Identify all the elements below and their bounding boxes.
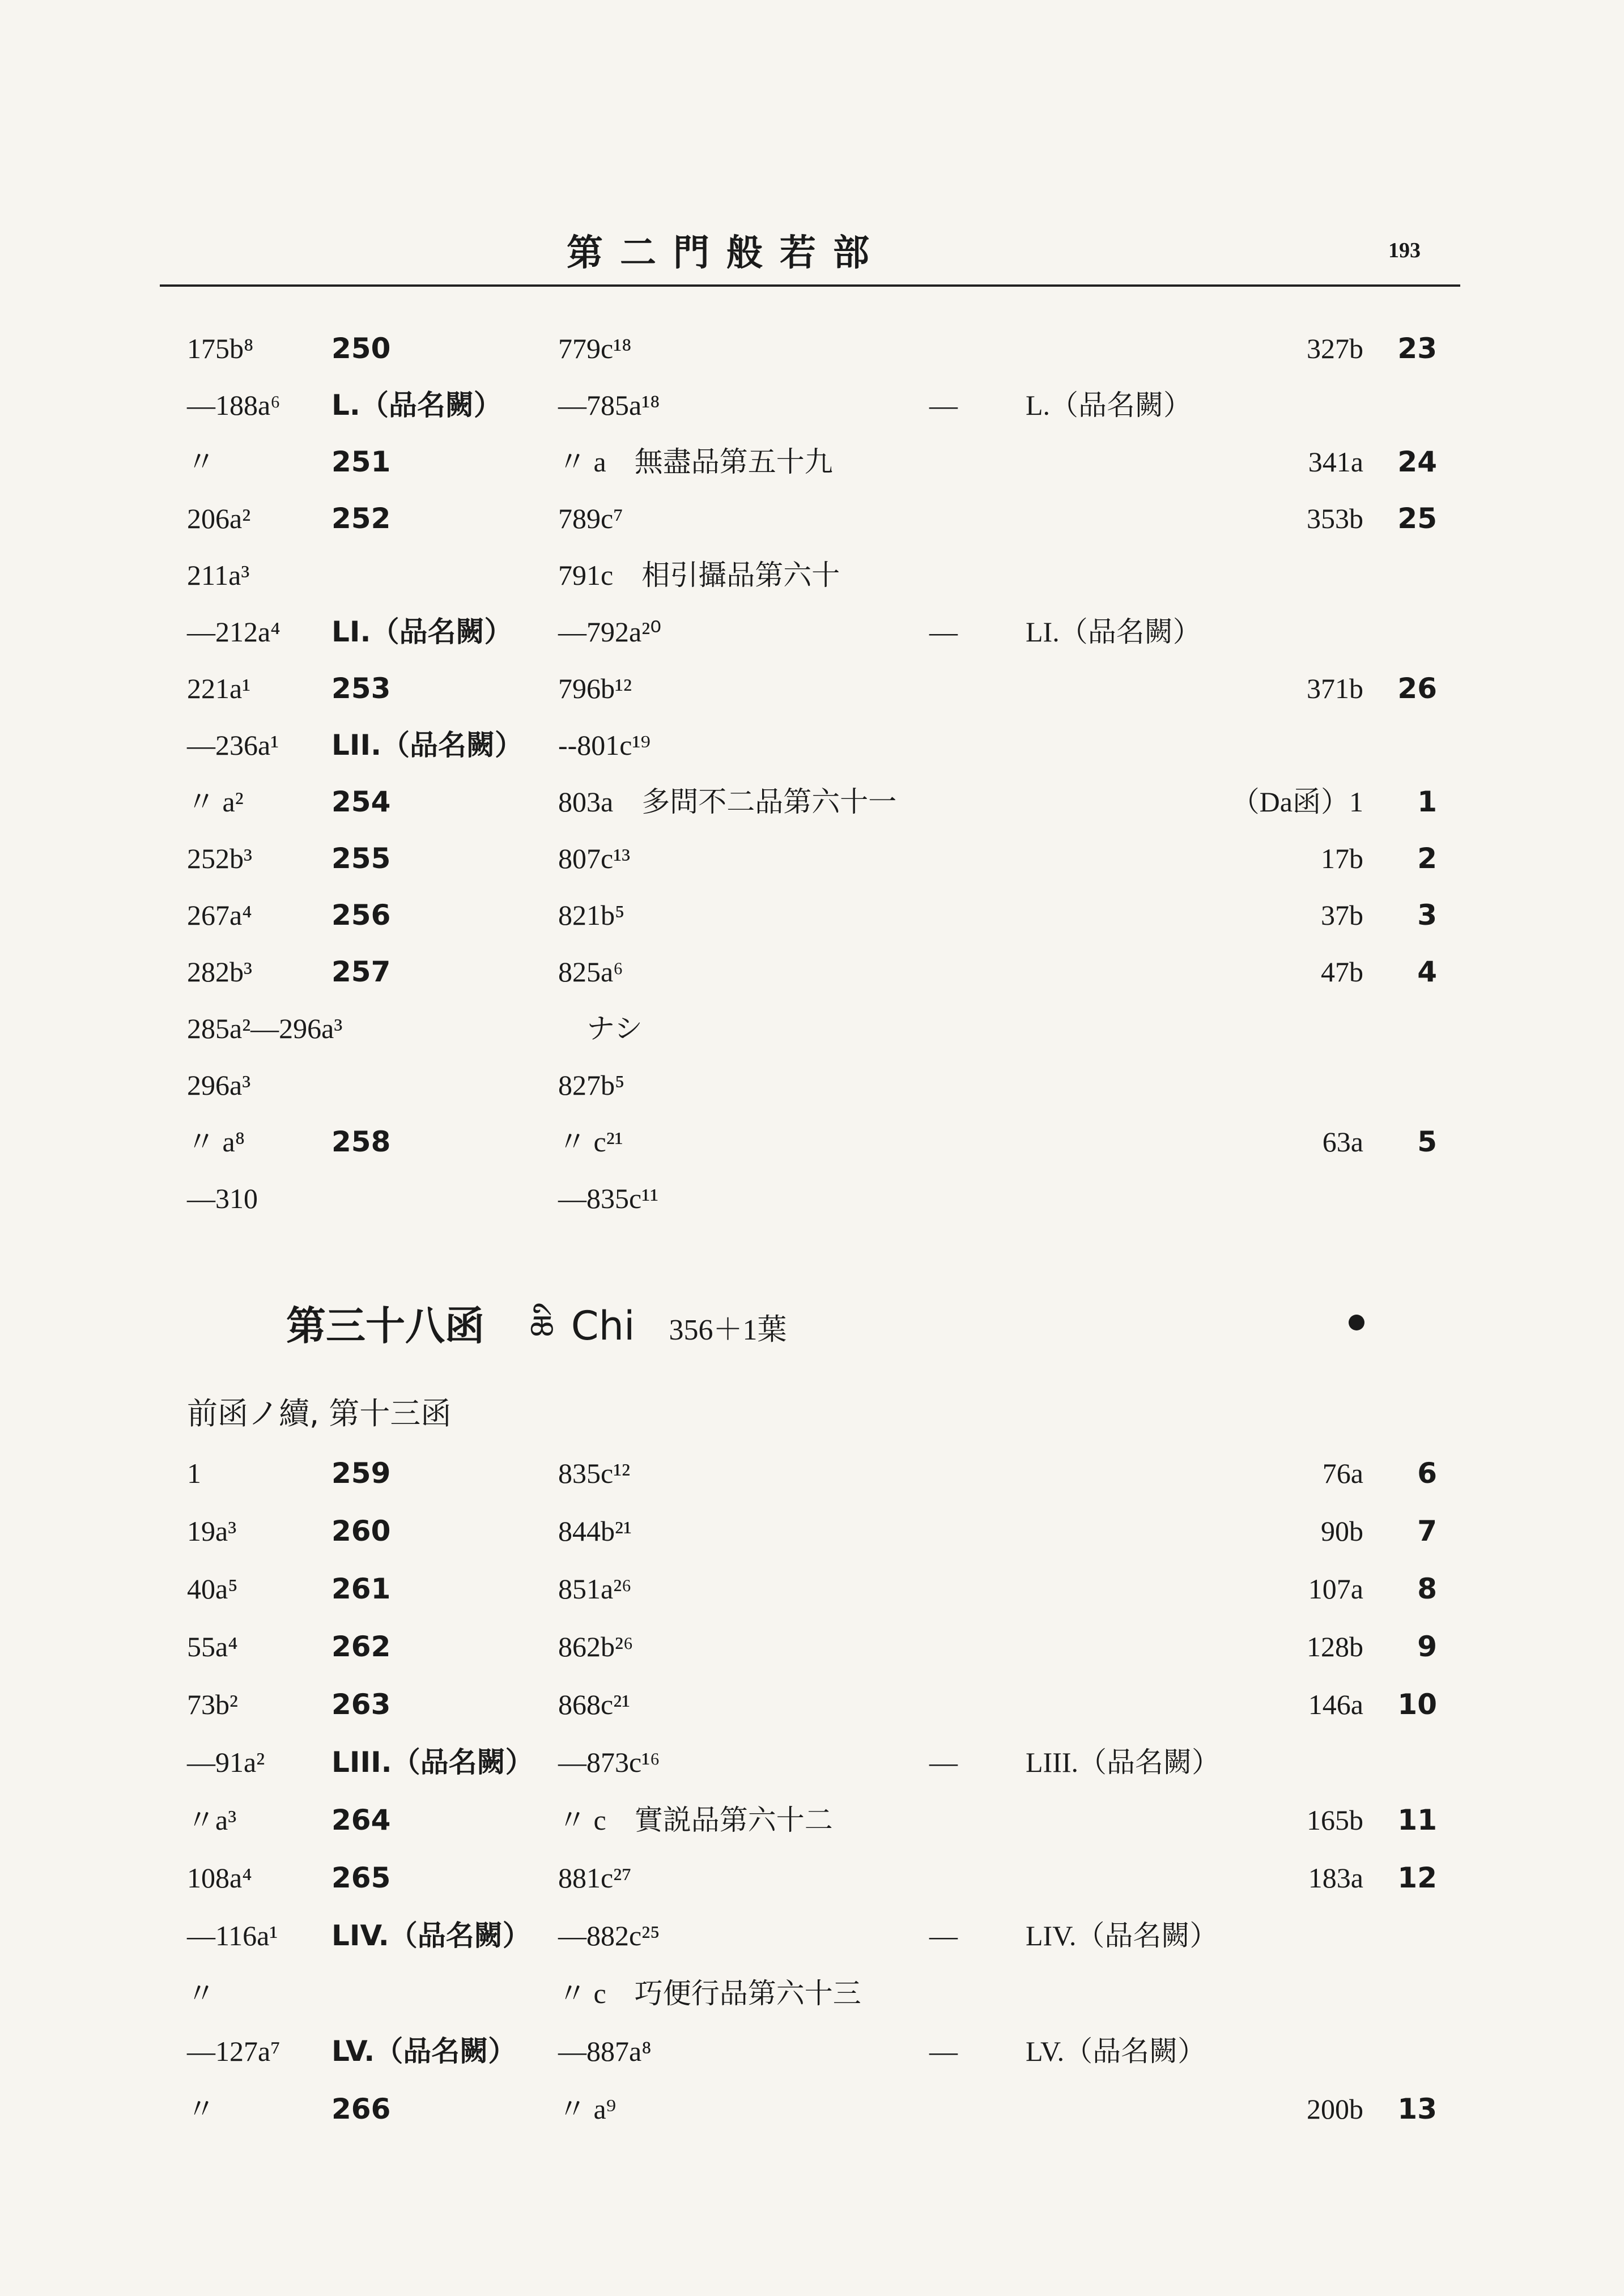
cell-c7: 6 bbox=[1417, 1457, 1437, 1490]
cell-c3: 〃 c²¹ bbox=[558, 1126, 623, 1158]
cell-c1: 282b³ bbox=[187, 956, 252, 988]
cell-c6: 165b bbox=[1307, 1804, 1363, 1836]
table-row bbox=[0, 836, 1624, 881]
cell-c1: —188a⁶ bbox=[187, 389, 280, 421]
cell-c7: 1 bbox=[1417, 785, 1437, 818]
table-row bbox=[0, 722, 1624, 768]
cell-c3: 881c²⁷ bbox=[558, 1862, 632, 1894]
cell-c7: 23 bbox=[1397, 332, 1437, 365]
table-row bbox=[0, 552, 1624, 598]
cell-c1: 108a⁴ bbox=[187, 1862, 252, 1894]
table-row bbox=[0, 382, 1624, 428]
table-row bbox=[0, 1740, 1624, 1785]
table-row bbox=[0, 1176, 1624, 1221]
cell-c3: 807c¹³ bbox=[558, 843, 631, 874]
cell-c6: 353b bbox=[1307, 503, 1363, 534]
cell-c3: —835c¹¹ bbox=[558, 1183, 659, 1214]
cell-c7: 7 bbox=[1417, 1515, 1437, 1547]
cell-c3: 791c 相引攝品第六十 bbox=[558, 559, 840, 591]
page-number: 193 bbox=[1388, 239, 1421, 262]
cell-c1: —236a¹ bbox=[187, 729, 279, 761]
cell-c4: — bbox=[929, 1746, 958, 1778]
table-row bbox=[0, 1971, 1624, 2016]
cell-c2: 259 bbox=[331, 1457, 391, 1490]
cell-c3: 〃 c 巧便行品第六十三 bbox=[558, 1978, 861, 2009]
cell-c3: 827b⁵ bbox=[558, 1069, 625, 1101]
cell-c2: 263 bbox=[331, 1688, 391, 1721]
cell-c4: — bbox=[929, 1920, 958, 1951]
cell-c3: 868c²¹ bbox=[558, 1689, 631, 1720]
table-row bbox=[0, 2086, 1624, 2132]
cell-c6: 200b bbox=[1307, 2093, 1363, 2125]
cell-c6: 90b bbox=[1321, 1515, 1363, 1547]
cell-c1: 285a²—296a³ bbox=[187, 1013, 343, 1044]
ink-dot bbox=[1349, 1315, 1364, 1330]
cell-c2: 261 bbox=[331, 1572, 391, 1605]
table-row bbox=[0, 1682, 1624, 1727]
cell-c2: LIV.（品名闕） bbox=[331, 1919, 531, 1952]
cell-c2: L.（品名闕） bbox=[331, 389, 502, 422]
cell-c6: 63a bbox=[1322, 1126, 1363, 1158]
table-row bbox=[0, 439, 1624, 484]
cell-c2: 255 bbox=[331, 842, 391, 875]
cell-c3: 〃 a⁹ bbox=[558, 2093, 617, 2125]
cell-c3: —887a⁸ bbox=[558, 2035, 652, 2067]
table-row bbox=[0, 326, 1624, 371]
cell-c1: —212a⁴ bbox=[187, 616, 280, 648]
table-row bbox=[0, 1797, 1624, 1843]
cell-c7: 25 bbox=[1397, 502, 1437, 535]
cell-c4: — bbox=[929, 616, 958, 648]
table-row bbox=[0, 892, 1624, 938]
cell-c3: 779c¹⁸ bbox=[558, 333, 632, 364]
cell-c1: 〃 bbox=[187, 446, 215, 478]
cell-c1: 296a³ bbox=[187, 1069, 251, 1101]
cell-c2: 260 bbox=[331, 1515, 391, 1547]
cell-c6: 146a bbox=[1308, 1689, 1363, 1720]
cell-c2: 253 bbox=[331, 672, 391, 705]
cell-c7: 10 bbox=[1397, 1688, 1437, 1721]
table-row bbox=[0, 1451, 1624, 1496]
cell-c4: — bbox=[929, 2035, 958, 2067]
cell-c3: ナシ bbox=[558, 1013, 643, 1044]
table-row bbox=[0, 1855, 1624, 1900]
table-row bbox=[0, 1006, 1624, 1051]
cell-c1: 206a² bbox=[187, 503, 251, 534]
table-row bbox=[0, 1624, 1624, 1669]
cell-c1: 252b³ bbox=[187, 843, 252, 874]
cell-c1: —116a¹ bbox=[187, 1920, 278, 1951]
cell-c3: —785a¹⁸ bbox=[558, 389, 660, 421]
table-row bbox=[0, 2029, 1624, 2074]
cell-c7: 26 bbox=[1397, 672, 1437, 705]
cell-c2: LI.（品名闕） bbox=[331, 615, 513, 648]
cell-c7: 11 bbox=[1397, 1804, 1437, 1836]
cell-c2: 266 bbox=[331, 2093, 391, 2125]
cell-c2: 262 bbox=[331, 1630, 391, 1663]
cell-c1: 19a³ bbox=[187, 1515, 237, 1547]
cell-c5: LIII.（品名闕） bbox=[1026, 1746, 1220, 1778]
cell-c6: 37b bbox=[1321, 899, 1363, 931]
cell-c6: 371b bbox=[1307, 673, 1363, 704]
tibetan-letter: ཆི bbox=[530, 1308, 554, 1348]
cell-c5: LIV.（品名闕） bbox=[1026, 1920, 1218, 1951]
cell-c3: 821b⁵ bbox=[558, 899, 625, 931]
cell-c1: 175b⁸ bbox=[187, 333, 254, 364]
cell-c6: 327b bbox=[1307, 333, 1363, 364]
table-row bbox=[0, 1508, 1624, 1554]
cell-c5: L.（品名闕） bbox=[1026, 389, 1192, 421]
header-rule bbox=[160, 284, 1460, 287]
cell-c3: 〃 c 實説品第六十二 bbox=[558, 1804, 833, 1836]
cell-c5: LI.（品名闕） bbox=[1026, 616, 1201, 648]
cell-c7: 3 bbox=[1417, 899, 1437, 932]
cell-c7: 8 bbox=[1417, 1572, 1437, 1605]
cell-c3: 〃 a 無盡品第五十九 bbox=[558, 446, 833, 478]
table-row bbox=[0, 1566, 1624, 1612]
table-row bbox=[0, 1062, 1624, 1108]
cell-c1: 40a⁵ bbox=[187, 1573, 238, 1605]
cell-c3: 844b²¹ bbox=[558, 1515, 632, 1547]
cell-c2: 252 bbox=[331, 502, 391, 535]
cell-c1: —310 bbox=[187, 1183, 258, 1214]
cell-c1: —91a² bbox=[187, 1746, 265, 1778]
table-row bbox=[0, 666, 1624, 711]
cell-c7: 4 bbox=[1417, 955, 1437, 988]
table-row bbox=[0, 779, 1624, 824]
section-roman: Chi bbox=[571, 1303, 635, 1349]
cell-c2: 264 bbox=[331, 1804, 391, 1836]
cell-c4: — bbox=[929, 389, 958, 421]
cell-c2: 256 bbox=[331, 899, 391, 932]
cell-c2: 258 bbox=[331, 1125, 391, 1158]
cell-c6: 107a bbox=[1308, 1573, 1363, 1605]
cell-c2: LIII.（品名闕） bbox=[331, 1746, 534, 1779]
cell-c2: 265 bbox=[331, 1861, 391, 1894]
cell-c7: 9 bbox=[1417, 1630, 1437, 1663]
cell-c6: 341a bbox=[1308, 446, 1363, 478]
leaf-count: 356＋1葉 bbox=[669, 1314, 787, 1346]
page-title: 第二門般若部 bbox=[567, 232, 886, 274]
cell-c2: LII.（品名闕） bbox=[331, 729, 524, 762]
cell-c1: 〃a³ bbox=[187, 1804, 237, 1836]
cell-c7: 24 bbox=[1397, 445, 1437, 478]
cell-c7: 5 bbox=[1417, 1125, 1437, 1158]
cell-c1: 211a³ bbox=[187, 559, 250, 591]
section-heading bbox=[286, 1298, 787, 1354]
cell-c2: 251 bbox=[331, 445, 391, 478]
cell-c1: —127a⁷ bbox=[187, 2035, 280, 2067]
section-title: 第三十八函 bbox=[286, 1303, 484, 1349]
cell-c1: 221a¹ bbox=[187, 673, 251, 704]
cell-c7: 2 bbox=[1417, 842, 1437, 875]
cell-c7: 13 bbox=[1397, 2093, 1437, 2125]
cell-c3: 789c⁷ bbox=[558, 503, 623, 534]
cell-c1: 267a⁴ bbox=[187, 899, 252, 931]
table-row bbox=[0, 609, 1624, 654]
table-row bbox=[0, 949, 1624, 994]
cell-c1: 1 bbox=[187, 1457, 201, 1489]
cell-c3: 862b²⁶ bbox=[558, 1631, 634, 1663]
cell-c2: 254 bbox=[331, 785, 391, 818]
cell-c1: 〃 a⁸ bbox=[187, 1126, 245, 1158]
cell-c6: 183a bbox=[1308, 1862, 1363, 1894]
cell-c3: —792a²⁰ bbox=[558, 616, 662, 648]
cell-c6: 17b bbox=[1321, 843, 1363, 874]
cell-c1: 73b² bbox=[187, 1689, 238, 1720]
table-row bbox=[0, 496, 1624, 541]
cell-c1: 〃 a² bbox=[187, 786, 244, 818]
continuation-note: 前函ノ續, 第十三函 bbox=[187, 1396, 452, 1431]
cell-c3: 796b¹² bbox=[558, 673, 632, 704]
cell-c3: 851a²⁶ bbox=[558, 1573, 632, 1605]
cell-c2: LV.（品名闕） bbox=[331, 2035, 517, 2068]
cell-c3: 825a⁶ bbox=[558, 956, 623, 988]
table-row bbox=[0, 1913, 1624, 1958]
table-row bbox=[0, 1119, 1624, 1164]
cell-c7: 12 bbox=[1397, 1861, 1437, 1894]
cell-c3: 835c¹² bbox=[558, 1457, 631, 1489]
cell-c6: 128b bbox=[1307, 1631, 1363, 1663]
cell-c3: --801c¹⁹ bbox=[558, 729, 651, 761]
cell-c6: （Da函）1 bbox=[1231, 786, 1363, 818]
page-header bbox=[0, 0, 1624, 295]
cell-c3: —873c¹⁶ bbox=[558, 1746, 660, 1778]
cell-c3: —882c²⁵ bbox=[558, 1920, 660, 1951]
cell-c6: 47b bbox=[1321, 956, 1363, 988]
cell-c1: 〃 bbox=[187, 1978, 215, 2009]
cell-c3: 803a 多問不二品第六十一 bbox=[558, 786, 897, 818]
cell-c6: 76a bbox=[1322, 1457, 1363, 1489]
cell-c1: 55a⁴ bbox=[187, 1631, 238, 1663]
cell-c1: 〃 bbox=[187, 2093, 215, 2125]
cell-c2: 257 bbox=[331, 955, 391, 988]
cell-c2: 250 bbox=[331, 332, 391, 365]
cell-c5: LV.（品名闕） bbox=[1026, 2035, 1206, 2067]
